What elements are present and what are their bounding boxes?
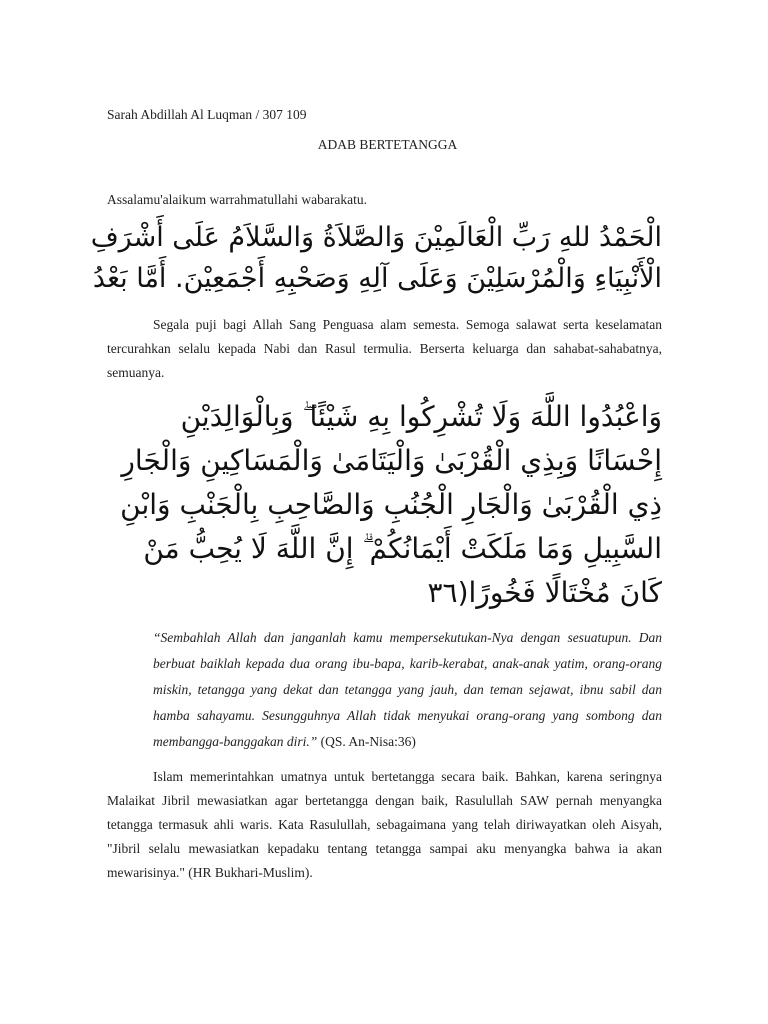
verse-line-3: ذِي الْقُرْبَىٰ وَالْجَارِ الْجُنُبِ وَالصَّاحِبِ بِالْجَنْبِ وَابْنِ: [120, 488, 662, 521]
document-page: [90, 100, 662, 885]
verse-line-2: إِحْسَانًا وَبِذِي الْقُرْبَىٰ وَالْيَتَامَىٰ وَالْمَسَاكِينِ وَالْجَارِ: [121, 444, 662, 477]
verse-line-5: كَانَ مُخْتَالًا فَخُورًا(٣٦: [427, 576, 662, 609]
author-line: Sarah Abdillah Al Luqman / 307 109: [107, 107, 307, 122]
hamdalah-line-1: الْحَمْدُ للهِ رَبِّ الْعَالَمِيْنَ وَالصَّلاَةُ وَالسَّلاَمُ عَلَى أَشْرَفِ: [90, 222, 662, 253]
verse-reference: (QS. An-Nisa:36): [317, 734, 416, 749]
hamdalah-arabic: [90, 217, 662, 299]
praise-paragraph: Segala puji bagi Allah Sang Penguasa alam semesta. Semoga salawat serta keselamatan tercurahkan selalu kepada Nabi dan Rasul termulia. Berserta keluarga dan sahabat-sahabatnya, semuanya.: [107, 317, 662, 380]
greeting: Assalamu'alaikum warrahmatullahi wabarakatu.: [107, 192, 367, 207]
verse-translation-text: “Sembahlah Allah dan janganlah kamu mempersekutukan-Nya dengan sesuatupun. Dan berbuat baiklah kepada dua orang ibu-bapa, karib-kerabat, anak-anak yatim, orang-orang miskin, tetangga yang dekat dan tetangga yang jauh, dan teman sejawat, ibnu sabil dan hamba sahayamu. Sesungguhnya Allah tidak menyukai orang-orang yang sombong dan membangga-banggakan diri.”: [153, 630, 662, 749]
verse-line-1: وَاعْبُدُوا اللَّهَ وَلَا تُشْرِكُوا بِهِ شَيْئًا ۖ وَبِالْوَالِدَيْنِ: [180, 400, 662, 433]
hamdalah-line-2: الْأَنْبِيَاءِ وَالْمُرْسَلِيْنَ وَعَلَى آلِهِ وَصَحْبِهِ أَجْمَعِيْنَ. أَمَّا بَعْدُ: [92, 263, 662, 294]
verse-line-4: السَّبِيلِ وَمَا مَلَكَتْ أَيْمَانُكُمْ ۗ إِنَّ اللَّهَ لَا يُحِبُّ مَنْ: [143, 532, 662, 565]
islam-paragraph: Islam memerintahkan umatnya untuk bertetangga secara baik. Bahkan, karena seringnya Malaikat Jibril mewasiatkan agar bertetangga dengan baik, Rasulullah SAW pernah menyangka tetangga termasuk ahli waris. Kata Rasulullah, sebagaimana yang telah diriwayatkan oleh Aisyah, "Jibril selalu mewasiatkan kepadaku tentang tetangga sampai aku menyangka bahwa ia akan mewarisinya." (HR Bukhari-Muslim).: [107, 769, 662, 880]
document-title: ADAB BERTETANGGA: [317, 137, 458, 152]
verse-translation: [153, 625, 662, 755]
verse-arabic: [107, 395, 662, 615]
